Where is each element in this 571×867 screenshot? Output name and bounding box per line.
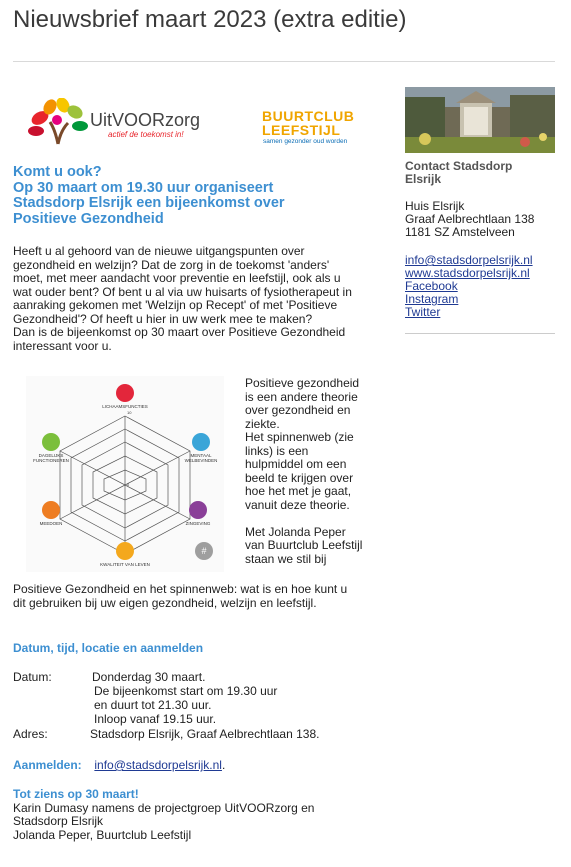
datum-end: en duurt tot 21.30 uur. [94,698,212,712]
buurtclub-line1: BUURTCLUB [262,108,355,124]
aanmelden-dot: . [221,758,226,772]
side-line: hoe het met je gaat, [245,484,352,498]
heading-line: Komt u ook? [13,164,102,180]
sidebar-divider [405,333,555,334]
contact-title [405,160,555,186]
label-meedoen: MEEDOEN [39,521,63,526]
label-dagelijks-1: DAGELIJKS [38,453,64,458]
cont-line: dit gebruiken bij uw eigen gezondheid, welzijn en leefstijl. [13,595,317,610]
closing-block [13,788,383,842]
datum-label: Datum: [13,670,52,684]
facebook-link[interactable]: Facebook [405,279,458,293]
dagelijks-functioneren-icon [42,433,60,451]
title-divider [13,61,555,62]
side-line: Positieve gezondheid [245,376,360,390]
intro-line: Gezondheid'? Of heeft u hier in uw werk mee te maken? [13,311,313,326]
side-line: vanuit deze theorie. [245,497,350,512]
uitvoorzorg-name: UitVOORzorg [90,110,201,130]
datum-value: Donderdag 30 maart. [92,670,206,684]
intro-line: moet, met meer aandacht voor preventie en leefstijl, ook als u [13,271,341,285]
email-link[interactable]: info@stadsdorpelsrijk.nl [405,253,533,267]
contact-title-line: Contact Stadsdorp [405,159,513,173]
address-line: 1181 SZ Amstelveen [405,225,515,239]
aanmelden-email-link[interactable]: info@stadsdorpelsrijk.nl [94,758,222,772]
lichaamsfuncties-icon [116,384,134,402]
adres-value: Stadsdorp Elsrijk, Graaf Aelbrechtlaan 138. [90,727,320,741]
label-zingeving: ZINGEVING [185,521,211,526]
side-line: beeld te krijgen over [245,470,354,485]
adres-label: Adres: [13,727,48,741]
event-heading [13,165,343,227]
heading-line: Positieve Gezondheid [13,210,164,227]
closing-title: Tot ziens op 30 maart! [13,787,139,801]
aanmelden-label: Aanmelden: [13,758,82,772]
closing-line: Jolanda Peper, Buurtclub Leefstijl [13,827,192,842]
uitvoorzorg-logo-icon [28,98,88,146]
side-line: is een andere theorie [245,389,358,404]
intro-line: interessant voor u. [13,338,112,353]
aanmelden-row [13,758,225,772]
cont-line: Positieve Gezondheid en het spinnenweb: wat is en hoe kunt u [13,582,348,596]
spider-scale-zero: 0 [127,482,130,487]
instagram-link[interactable]: Instagram [405,292,459,306]
website-link[interactable]: www.stadsdorpelsrijk.nl [405,266,530,280]
intro-line: Heeft u al gehoord van de nieuwe uitgangspunten over [13,244,305,258]
label-mentaal-1: MENTAAL [190,453,212,458]
side-line: Met Jolanda Peper [245,524,346,539]
intro-line: gezondheid en welzijn? Dat de zorg in de toekomst 'anders' [13,257,330,272]
mentaal-welbevinden-icon [192,433,210,451]
buurtclub-tagline: samen gezonder oud worden [263,138,348,145]
datum-inloop: Inloop vanaf 19.15 uur. [94,712,217,726]
label-lichaamsfuncties: LICHAAMSFUNCTIES [102,404,148,409]
intro-line: Dan is de bijeenkomst op 30 maart over Positieve Gezondheid [13,325,346,339]
spider-scale-top: 10 [127,410,132,415]
label-kwaliteit: KWALITEIT VAN LEVEN [100,562,150,567]
buurtclub-line2: LEEFSTIJL [262,122,341,138]
contact-address [405,200,565,239]
spider-side-text [245,377,375,566]
intro-paragraph [13,245,378,353]
address-line: Graaf Aelbrechtlaan 138 [405,212,535,226]
side-line: staan we stil bij [245,551,327,566]
kwaliteit-van-leven-icon [116,542,134,560]
side-line: hulpmiddel om een [245,457,347,471]
twitter-link[interactable]: Twitter [405,305,441,319]
spider-web-image [26,376,224,572]
side-line: van Buurtclub Leefstijl [245,538,363,552]
intro-line: wat ouder bent? Of bent u al via uw huisarts of fysiotherapeut in [13,284,352,299]
zingeving-icon [189,501,207,519]
details-section-title: Datum, tijd, locatie en aanmelden [13,641,204,655]
label-dagelijks-2: FUNCTIONEREN [33,458,69,463]
newsletter-title: Nieuwsbrief maart 2023 (extra editie) [13,6,407,33]
address-line: Huis Elsrijk [405,199,465,213]
spider-continuation [13,583,383,610]
svg-text:#: # [201,546,207,556]
uitvoorzorg-tagline: actief de toekomst in! [108,130,184,139]
side-line: Het spinnenweb (zie [245,430,354,444]
side-line: ziekte. [245,416,280,431]
contact-links [405,254,533,319]
label-mentaal-2: WELBEVINDEN [184,458,218,463]
intro-line: aanraking gekomen met 'Welzijn op Recept' of met 'Positieve [13,298,338,312]
buurtclub-logo [262,109,354,137]
heading-line: Stadsdorp Elsrijk een bijeenkomst over [13,195,285,211]
stadsdorp-photo [405,87,555,153]
closing-line: Karin Dumasy namens de projectgroep UitVOORzorg en [13,800,315,815]
closing-line: Stadsdorp Elsrijk [13,814,104,828]
meedoen-icon [42,501,60,519]
contact-title-line: Elsrijk [405,172,442,186]
side-line: links) is een [245,443,309,458]
datum-start: De bijeenkomst start om 19.30 uur [94,684,278,698]
side-line: over gezondheid en [245,403,351,417]
heading-line: Op 30 maart om 19.30 uur organiseert [13,179,274,196]
